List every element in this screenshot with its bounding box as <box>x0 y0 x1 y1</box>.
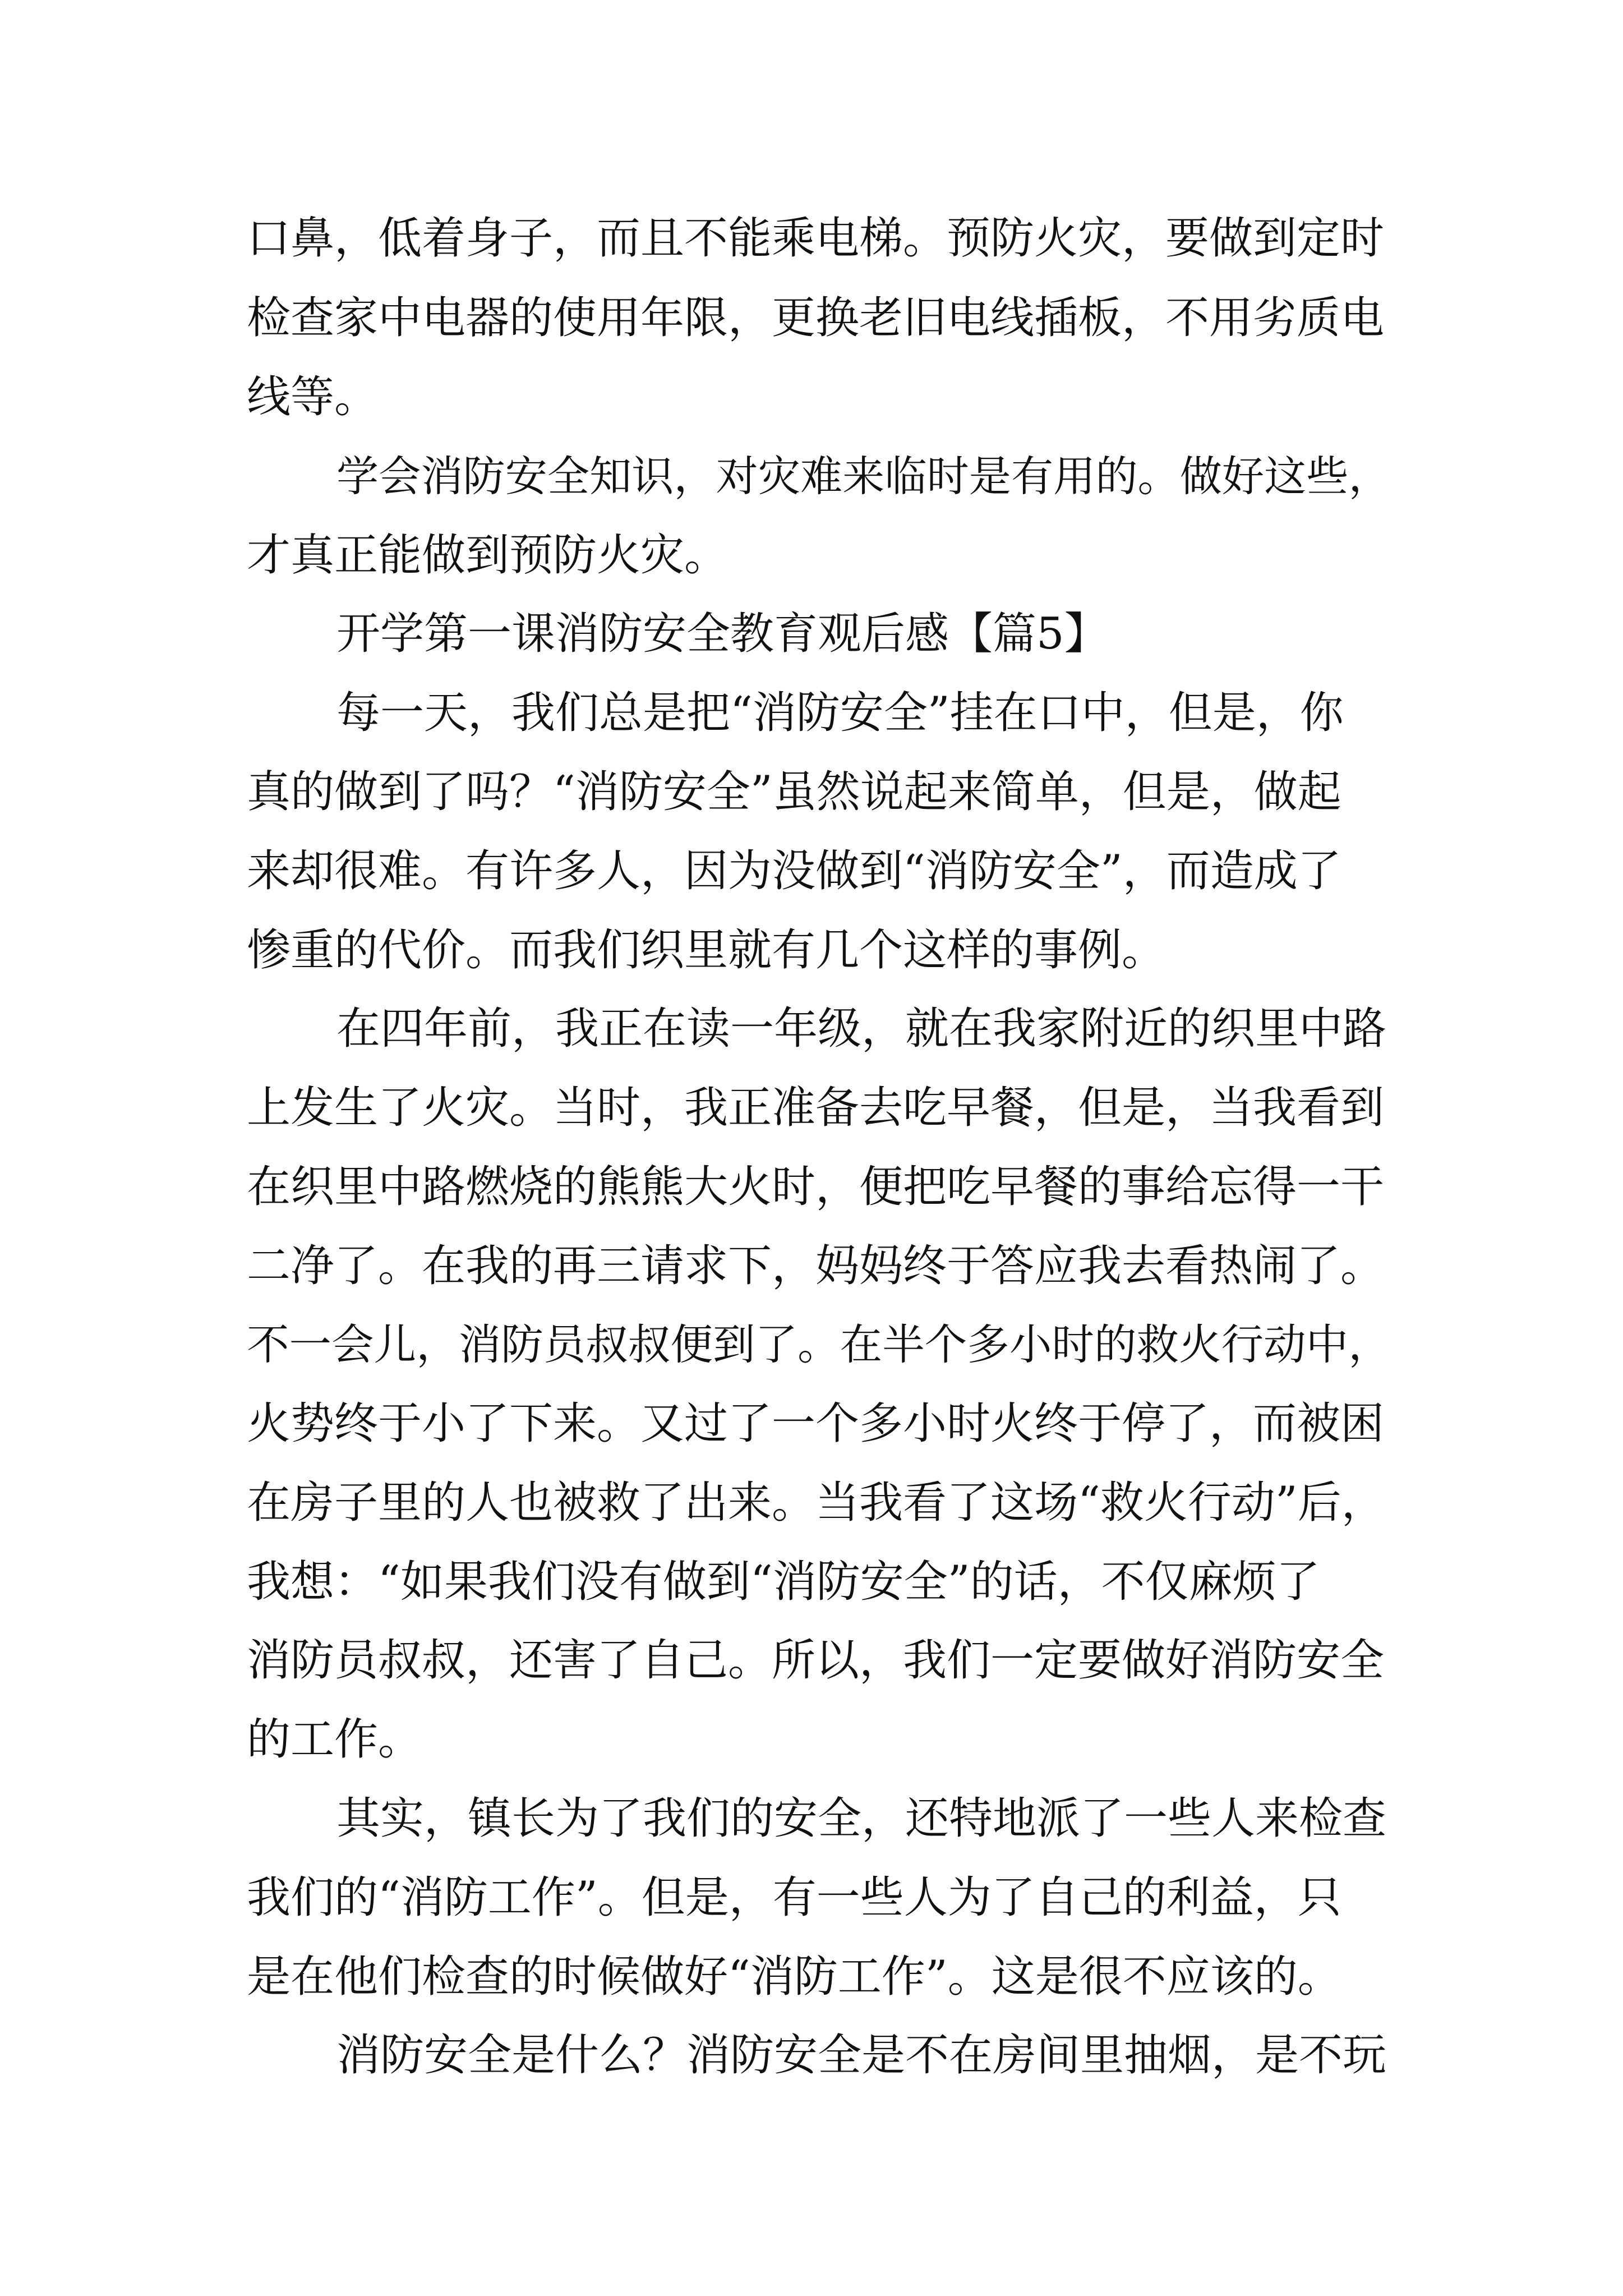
text-line: 每一天，我们总是把“消防安全”挂在口中，但是，你 <box>336 688 1344 738</box>
text-line: 在房子里的人也被救了出来。当我看了这场“救火行动”后， <box>247 1478 1385 1528</box>
text-line: 我想：“如果我们没有做到“消防安全”的话，不仅麻烦了 <box>247 1557 1320 1607</box>
text-line: 是在他们检查的时候做好“消防工作”。这是很不应该的。 <box>247 1952 1341 2002</box>
text-line: 的工作。 <box>247 1714 422 1765</box>
text-line: 口鼻，低着身子，而且不能乘电梯。预防火灾，要做到定时 <box>247 213 1385 264</box>
text-line: 我们的“消防工作”。但是，有一些人为了自己的利益，只 <box>247 1872 1341 1923</box>
text-line: 线等。 <box>247 372 379 422</box>
text-line: 真的做到了吗？“消防安全”虽然说起来简单，但是，做起 <box>247 767 1341 817</box>
text-line: 检查家中电器的使用年限，更换老旧电线插板，不用劣质电 <box>247 293 1385 343</box>
text-line: 上发生了火灾。当时，我正准备去吃早餐，但是，当我看到 <box>247 1083 1385 1133</box>
section-heading: 开学第一课消防安全教育观后感【篇5】 <box>336 609 1108 659</box>
text-line: 二净了。在我的再三请求下，妈妈终于答应我去看热闹了。 <box>247 1241 1385 1291</box>
text-line: 消防员叔叔，还害了自己。所以，我们一定要做好消防安全 <box>247 1635 1385 1686</box>
text-line: 才真正能做到预防火灾。 <box>247 530 728 581</box>
text-line: 不一会儿，消防员叔叔便到了。在半个多小时的救火行动中， <box>247 1320 1391 1369</box>
text-line: 火势终于小了下来。又过了一个多小时火终于停了，而被困 <box>247 1398 1385 1449</box>
text-line: 在织里中路燃烧的熊熊大火时，便把吃早餐的事给忘得一干 <box>247 1162 1385 1212</box>
text-line: 来却很难。有许多人，因为没做到“消防安全”，而造成了 <box>247 846 1341 896</box>
text-line: 学会消防安全知识，对灾难来临时是有用的。做好这些， <box>336 452 1391 501</box>
text-line: 惨重的代价。而我们织里就有几个这样的事例。 <box>247 925 1166 976</box>
text-line: 其实，镇长为了我们的安全，还特地派了一些人来检查 <box>336 1793 1387 1844</box>
text-line: 在四年前，我正在读一年级，就在我家附近的织里中路 <box>336 1004 1387 1054</box>
text-line: 消防安全是什么？消防安全是不在房间里抽烟，是不玩 <box>336 2030 1387 2081</box>
